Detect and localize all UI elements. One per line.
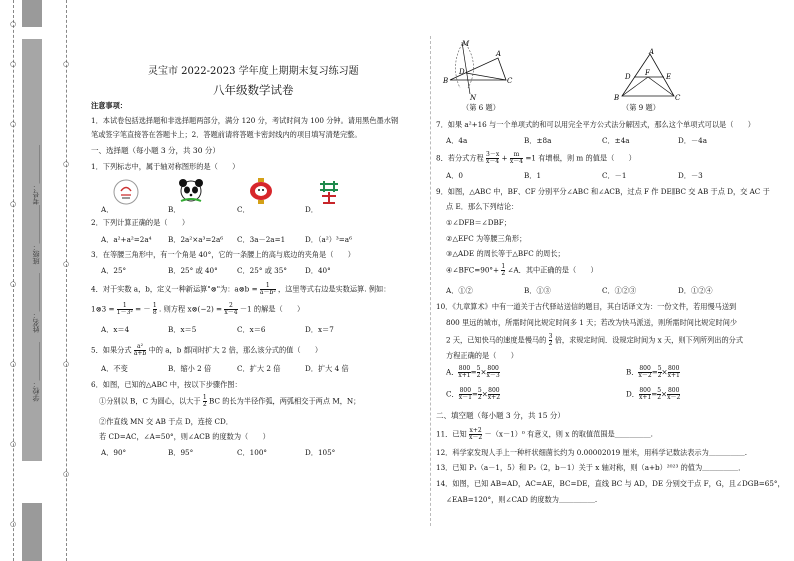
option: D．①②④ [678, 286, 713, 295]
exam-title: 灵宝市 2022-2023 学年度上期期末复习练习题 [148, 66, 359, 77]
option: A．不变 [101, 364, 128, 373]
option: C．100° [237, 448, 267, 457]
option: C．3a－2a=1 [237, 235, 286, 244]
name-field-label: 姓名：___________ [32, 273, 40, 333]
option: B．1 [524, 171, 542, 180]
question-stem: 3．在等腰三角形中，有一个角是 40°，它的一条腰上的高与底边的夹角是（ ） [91, 250, 355, 259]
option: D．x＝7 [305, 325, 334, 334]
option: B．±8a [524, 136, 552, 145]
question-stem: 12．科学家发现人手上一种杆状细菌长约为 0.00002019 厘米，用科学记数法表示为＿＿＿＿＿. [436, 448, 748, 457]
option: D．（a²）³=a⁶ [305, 235, 352, 244]
figure-label: E [666, 73, 672, 81]
construction-step: ②作直线 MN 交 AB 于点 D，连接 CD． [99, 417, 233, 426]
figure-label: C [675, 94, 681, 102]
option: A．0 [446, 171, 463, 180]
conclusion: ④∠BFC=90°+ $\frac{1}{2}$ ∠A．其中正确的是（ ） [446, 263, 598, 277]
lantern-icon [247, 177, 275, 205]
question-example: 1⊗3 = $\frac{1}{\text{1－3²}}$ = － $\frac{1}{8}$ . 则方程 x⊗(−2) = $\frac{2}{x-4}$ －1 的解是（ ） [91, 302, 305, 316]
binding-ring: ○ [10, 20, 17, 28]
construction-step: 若 CD=AC，∠A=50°，则∠ACB 的度数为（ ） [99, 432, 270, 441]
figure-label: B [614, 94, 620, 102]
question-stem: 方程正确的是（ ） [446, 351, 518, 360]
binding-ring: ○ [10, 440, 17, 448]
question-stem: 2．下列计算正确的是（ ） [91, 218, 190, 227]
question-stem: 11．已知 $\frac{x+2}{x-2}$ －（x－1）⁰ 有意义，则 x 的取值范围是＿＿＿＿＿. [436, 427, 653, 441]
class-field-label: 班级：___________ [32, 205, 40, 265]
option: B．x＝5 [168, 325, 197, 334]
option: B．25° 或 40° [168, 266, 218, 275]
binding-ring: ○ [63, 60, 70, 68]
figure-label: A [649, 48, 655, 56]
binding-ring: ○ [63, 260, 70, 268]
binding-ring: ○ [10, 520, 17, 528]
question-stem: 2 天，已知快马的速度是慢马的 $\frac{3}{2}$ 倍，求规定时间．设规定时间为 x 天，则下列所列出的分式 [446, 333, 744, 347]
question-stem: 1．下列标志中，属于轴对称图形的是（ ） [91, 162, 240, 171]
question-stem: 10．《九章算术》中有一道关于古代驿站送信的题目，其白话译文为：一份文件，若用慢马送到 [436, 302, 737, 311]
option-equation: C． $\frac{800}{x-1}$ = $\frac{5}{2}$ × $\frac{800}{x+2}$ [446, 387, 501, 401]
conclusion: ②△EFC 为等腰三角形； [446, 234, 527, 243]
notes-heading: 注意事项： [91, 101, 127, 110]
section-heading: 二、填空题（每小题 3 分，共 15 分） [436, 411, 565, 420]
option: A．25° [101, 266, 127, 275]
logo-icon [112, 178, 140, 206]
option-label: B． [168, 205, 181, 214]
binding-ring: ○ [10, 60, 17, 68]
figure-caption: （第 6 题） [462, 103, 500, 112]
emblem-icon [315, 178, 343, 206]
school-field-label: 学校：___________ [32, 342, 40, 402]
exam-number-field-label: 考号：___________ [32, 145, 40, 205]
binding-ring: ○ [63, 160, 70, 168]
question-stem: 9．如图，△ABC 中，BF、CF 分别平分∠ABC 和∠ACB，过点 F 作 DE∥BC 交 AB 于点 D，交 AC 于 [436, 187, 770, 196]
question-stem: 4．对于实数 a，b，定义一种新运算"⊗"为：a⊗b = $\frac{1}{\text{a－b²}}$ ，这里等式右边是实数运算. 例如： [91, 282, 391, 296]
option: D．－3 [678, 171, 703, 180]
binding-ring: ○ [63, 360, 70, 368]
binding-ring: ○ [10, 120, 17, 128]
figure-label: F [645, 69, 650, 77]
option: A．x＝4 [101, 325, 130, 334]
option: D．－4a [678, 136, 707, 145]
notes-line: 1．本试卷包括选择题和非选择题两部分，满分 120 分，考试时间为 100 分钟。请用黑色墨水钢 [91, 116, 399, 125]
figure-label: N [470, 94, 477, 102]
fraction: $\frac{1}{\text{a－b²}}$ [259, 282, 276, 296]
binding-ring: ○ [10, 280, 17, 288]
binding-margin [0, 0, 78, 561]
option: C．①②③ [602, 286, 637, 295]
exam-subtitle: 八年级数学试卷 [213, 83, 294, 97]
question-stem: 14．如图，已知 AB=AD，AC=AE，BC=DE，直线 BC 与 AD，DE 分别交于点 F，G，且∠DGB=65°， [436, 479, 785, 488]
question-stem: 13．已知 P₁（a－1，5）和 P₂（2，b－1）关于 x 轴对称，则（a+b）²⁰²³ 的值为＿＿＿＿＿． [436, 463, 746, 472]
panda-icon [177, 177, 205, 205]
question-stem: 800 里远的城市，所需时间比规定时间多 1 天；若改为快马派送，则所需时间比规定时间少 [446, 318, 738, 327]
option-label: D． [305, 205, 318, 214]
option: B．2a²×a³=2a⁶ [168, 235, 224, 244]
binding-ring: ○ [63, 470, 70, 478]
figure-label: D [459, 68, 465, 76]
option: C．x＝6 [237, 325, 266, 334]
figure-label: D [625, 73, 631, 81]
notes-line: 笔或签字笔直接答在答题卡上；2．答题前请将答题卡密封线内的项目填写清楚完整。 [91, 130, 362, 139]
question-stem: ∠EAB=120°，则∠CAD 的度数为＿＿＿＿＿. [446, 495, 598, 504]
binding-strip-top [22, 0, 42, 27]
figure-label: M [462, 40, 470, 48]
option: A．4a [446, 136, 468, 145]
conclusion: ①∠DFB＝∠DBF； [446, 218, 511, 227]
option: A．a²+a²=2a⁴ [101, 235, 152, 244]
figure-label: B [443, 77, 449, 85]
option-label: A． [101, 205, 114, 214]
option: C．－1 [602, 171, 627, 180]
option: C．±4a [602, 136, 630, 145]
figure-q6 [440, 36, 520, 102]
option: D．105° [305, 448, 336, 457]
option-equation: A． $\frac{800}{x+1}$ = $\frac{5}{2}$ × $\frac{800}{x-3}$ [446, 365, 500, 379]
construction-step: ①分别以 B，C 为圆心，以大于 $\frac{1}{2}$ BC 的长为半径作弧，两弧相交于两点 M，N； [99, 394, 361, 408]
question-stem: 点 E．那么下列结论： [446, 202, 519, 211]
option-equation: D． $\frac{800}{x+1}$ = $\frac{5}{2}$ × $\frac{800}{x-2}$ [626, 387, 681, 401]
option-label: C． [237, 205, 250, 214]
option: B．①③ [524, 286, 551, 295]
section-heading: 一、选择题（每小题 3 分，共 30 分） [91, 146, 220, 155]
question-stem: 5．如果分式 $\frac{\text{a²}}{a+b}$ 中的 a，b 都同时扩大 2 倍，那么该分式的值（ ） [91, 343, 323, 357]
conclusion: ③△ADE 的周长等于△BFC 的周长； [446, 249, 565, 258]
figure-label: C [507, 77, 513, 85]
option-equation: B． $\frac{800}{x-2}$ = $\frac{5}{2}$ × $\frac{800}{x+1}$ [626, 365, 680, 379]
question-stem: 8．若分式方程 $\frac{3-x}{x-4}$ + $\frac{m}{x-4}$ =1 有增根，则 m 的值是（ ） [436, 151, 636, 165]
binding-ring: ○ [10, 200, 17, 208]
figure-q9 [612, 48, 684, 104]
question-stem: 7．如果 a²+16 与一个单项式的和可以用完全平方公式法分解因式，那么这个单项式可以是（ ） [436, 120, 755, 129]
column-divider [430, 36, 431, 526]
option: A．①② [446, 286, 473, 295]
option: B．缩小 2 倍 [168, 364, 212, 373]
option: B．95° [168, 448, 194, 457]
binding-ring: ○ [10, 360, 17, 368]
option: C．25° 或 35° [237, 266, 287, 275]
option: C．扩大 2 倍 [237, 364, 281, 373]
figure-label: A [496, 50, 502, 58]
figure-caption: （第 9 题） [622, 103, 660, 112]
option: D．扩大 4 倍 [305, 364, 349, 373]
question-stem: 6．如图，已知的△ABC 中，按以下步骤作图： [91, 380, 242, 389]
option: D．40° [305, 266, 331, 275]
option: A．90° [101, 448, 127, 457]
binding-strip-bottom [22, 503, 42, 561]
